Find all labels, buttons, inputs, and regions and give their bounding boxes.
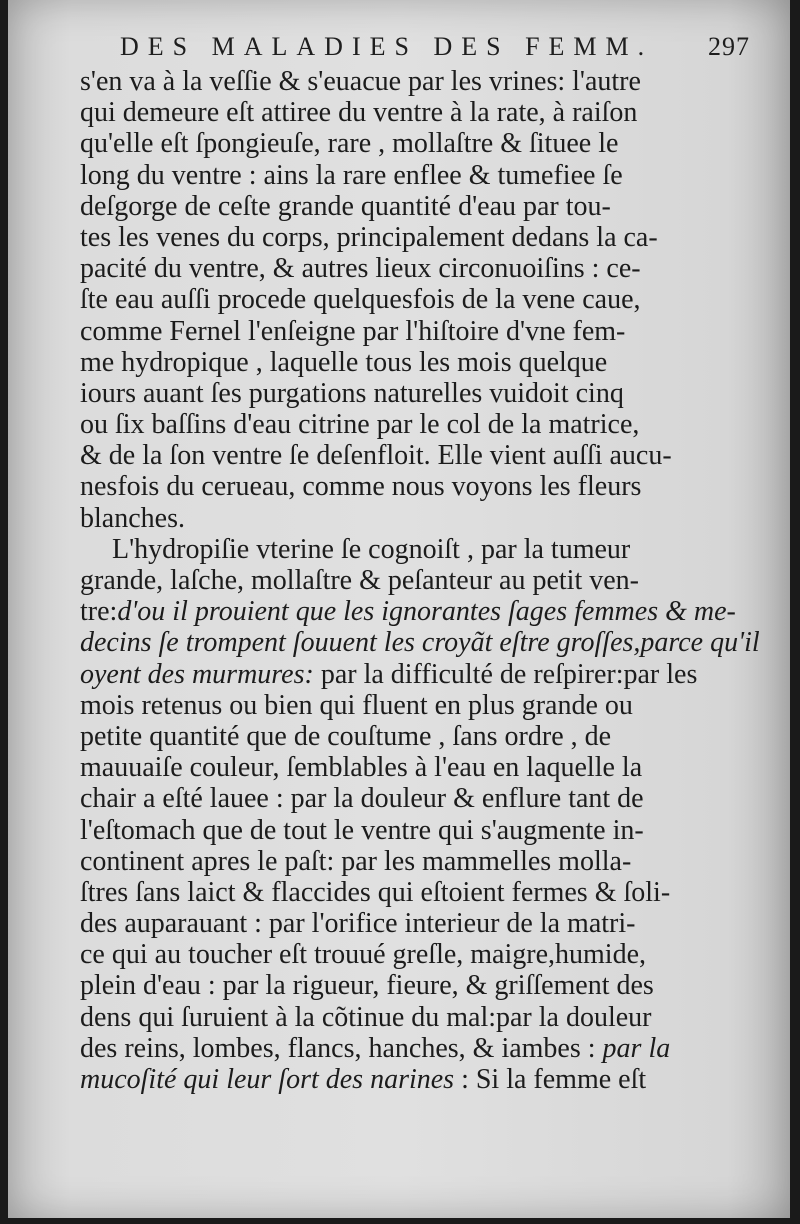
text-line: continent apres le paſt: par les mammelles molla- [80,845,632,877]
text-line: blanches. [80,502,185,534]
text-line: dens qui ſuruient à la cõtinue du mal:par la douleur [80,1001,652,1033]
text-line: l'eſtomach que de tout le ventre qui s'augmente in- [80,814,644,846]
text-line: ce qui au toucher eſt trouué greſle, maigre,humide, [80,939,647,971]
text-line: deſgorge de ceſte grande quantité d'eau par tou- [80,190,611,222]
running-head-title: DES MALADIES DES FEMM. [120,32,654,61]
text-line: iours auant ſes purgations naturelles vuidoit cinq [80,377,624,409]
text-run: par la difficulté de reſpirer:par les [313,658,698,690]
text-run: tre: [80,596,118,628]
text-line: chair a eſté lauee : par la douleur & enflure tant de [80,783,644,815]
running-head [120,32,750,68]
book-page [8,0,790,1218]
italic-run: mucoſité qui leur ſort des narines [80,1064,455,1095]
text-run: : Si la femme eſt [454,1064,647,1095]
body-text [80,66,760,1095]
text-line: decins ſe trompent ſouuent les croyãt eſtre groſſes,parce qu'il [80,627,760,659]
text-line: ou ſix baſſins d'eau citrine par le col de la matrice, [80,409,640,441]
text-line: s'en va à la veſſie & s'euacue par les vrines: l'autre [80,66,641,97]
text-line: mois retenus ou bien qui fluent en plus grande ou [80,689,633,721]
italic-run: d'ou il prouient que les ignorantes ſages femmes & me- [117,596,736,628]
text-run: des reins, lombes, flancs, hanches, & iambes : [80,1032,596,1064]
paragraph-2 [80,534,760,1095]
text-line: grande, laſche, mollaſtre & peſanteur au petit ven- [80,565,639,596]
text-line: ſte eau auſſi procede quelquesfois de la vene caue, [80,284,641,316]
italic-run: par la [595,1032,671,1064]
italic-run: oyent des murmures: [80,658,314,690]
text-line: tes les venes du corps, principalement dedans la ca- [80,221,658,253]
text-line: des auparauant : par l'orifice interieur de la matri- [80,908,636,940]
text-line [80,659,760,690]
text-line: ſtres ſans laict & flaccides qui eſtoient fermes & ſoli- [80,876,671,908]
text-line [80,596,760,627]
text-line [80,1033,760,1064]
text-line: qu'elle eſt ſpongieuſe, rare , mollaſtre & ſituee le [80,128,619,160]
text-line: comme Fernel l'enſeigne par l'hiſtoire d'vne fem- [80,315,626,347]
text-line: qui demeure eſt attiree du ventre à la rate, à raiſon [80,97,638,129]
text-line: pacité du ventre, & autres lieux circonuoiſins : ce- [80,253,641,285]
text-line: plein d'eau : par la rigueur, fieure, & griſſement des [80,970,654,1002]
page-number: 297 [708,32,750,61]
text-line: me hydropique , laquelle tous les mois quelque [80,346,608,378]
text-line: long du ventre : ains la rare enflee & tumefiee ſe [80,159,623,191]
text-line: nesfois du cerueau, comme nous voyons les fleurs [80,471,642,503]
text-line: L'hydropiſie vterine ſe cognoiſt , par la tumeur [112,533,631,565]
text-line: & de la ſon ventre ſe deſenfloit. Elle vient auſſi aucu- [80,440,672,472]
text-line [80,1064,760,1095]
text-line: petite quantité que de couſtume , ſans ordre , de [80,720,612,752]
text-line: mauuaiſe couleur, ſemblables à l'eau en laquelle la [80,752,643,784]
paragraph-1 [80,66,760,534]
